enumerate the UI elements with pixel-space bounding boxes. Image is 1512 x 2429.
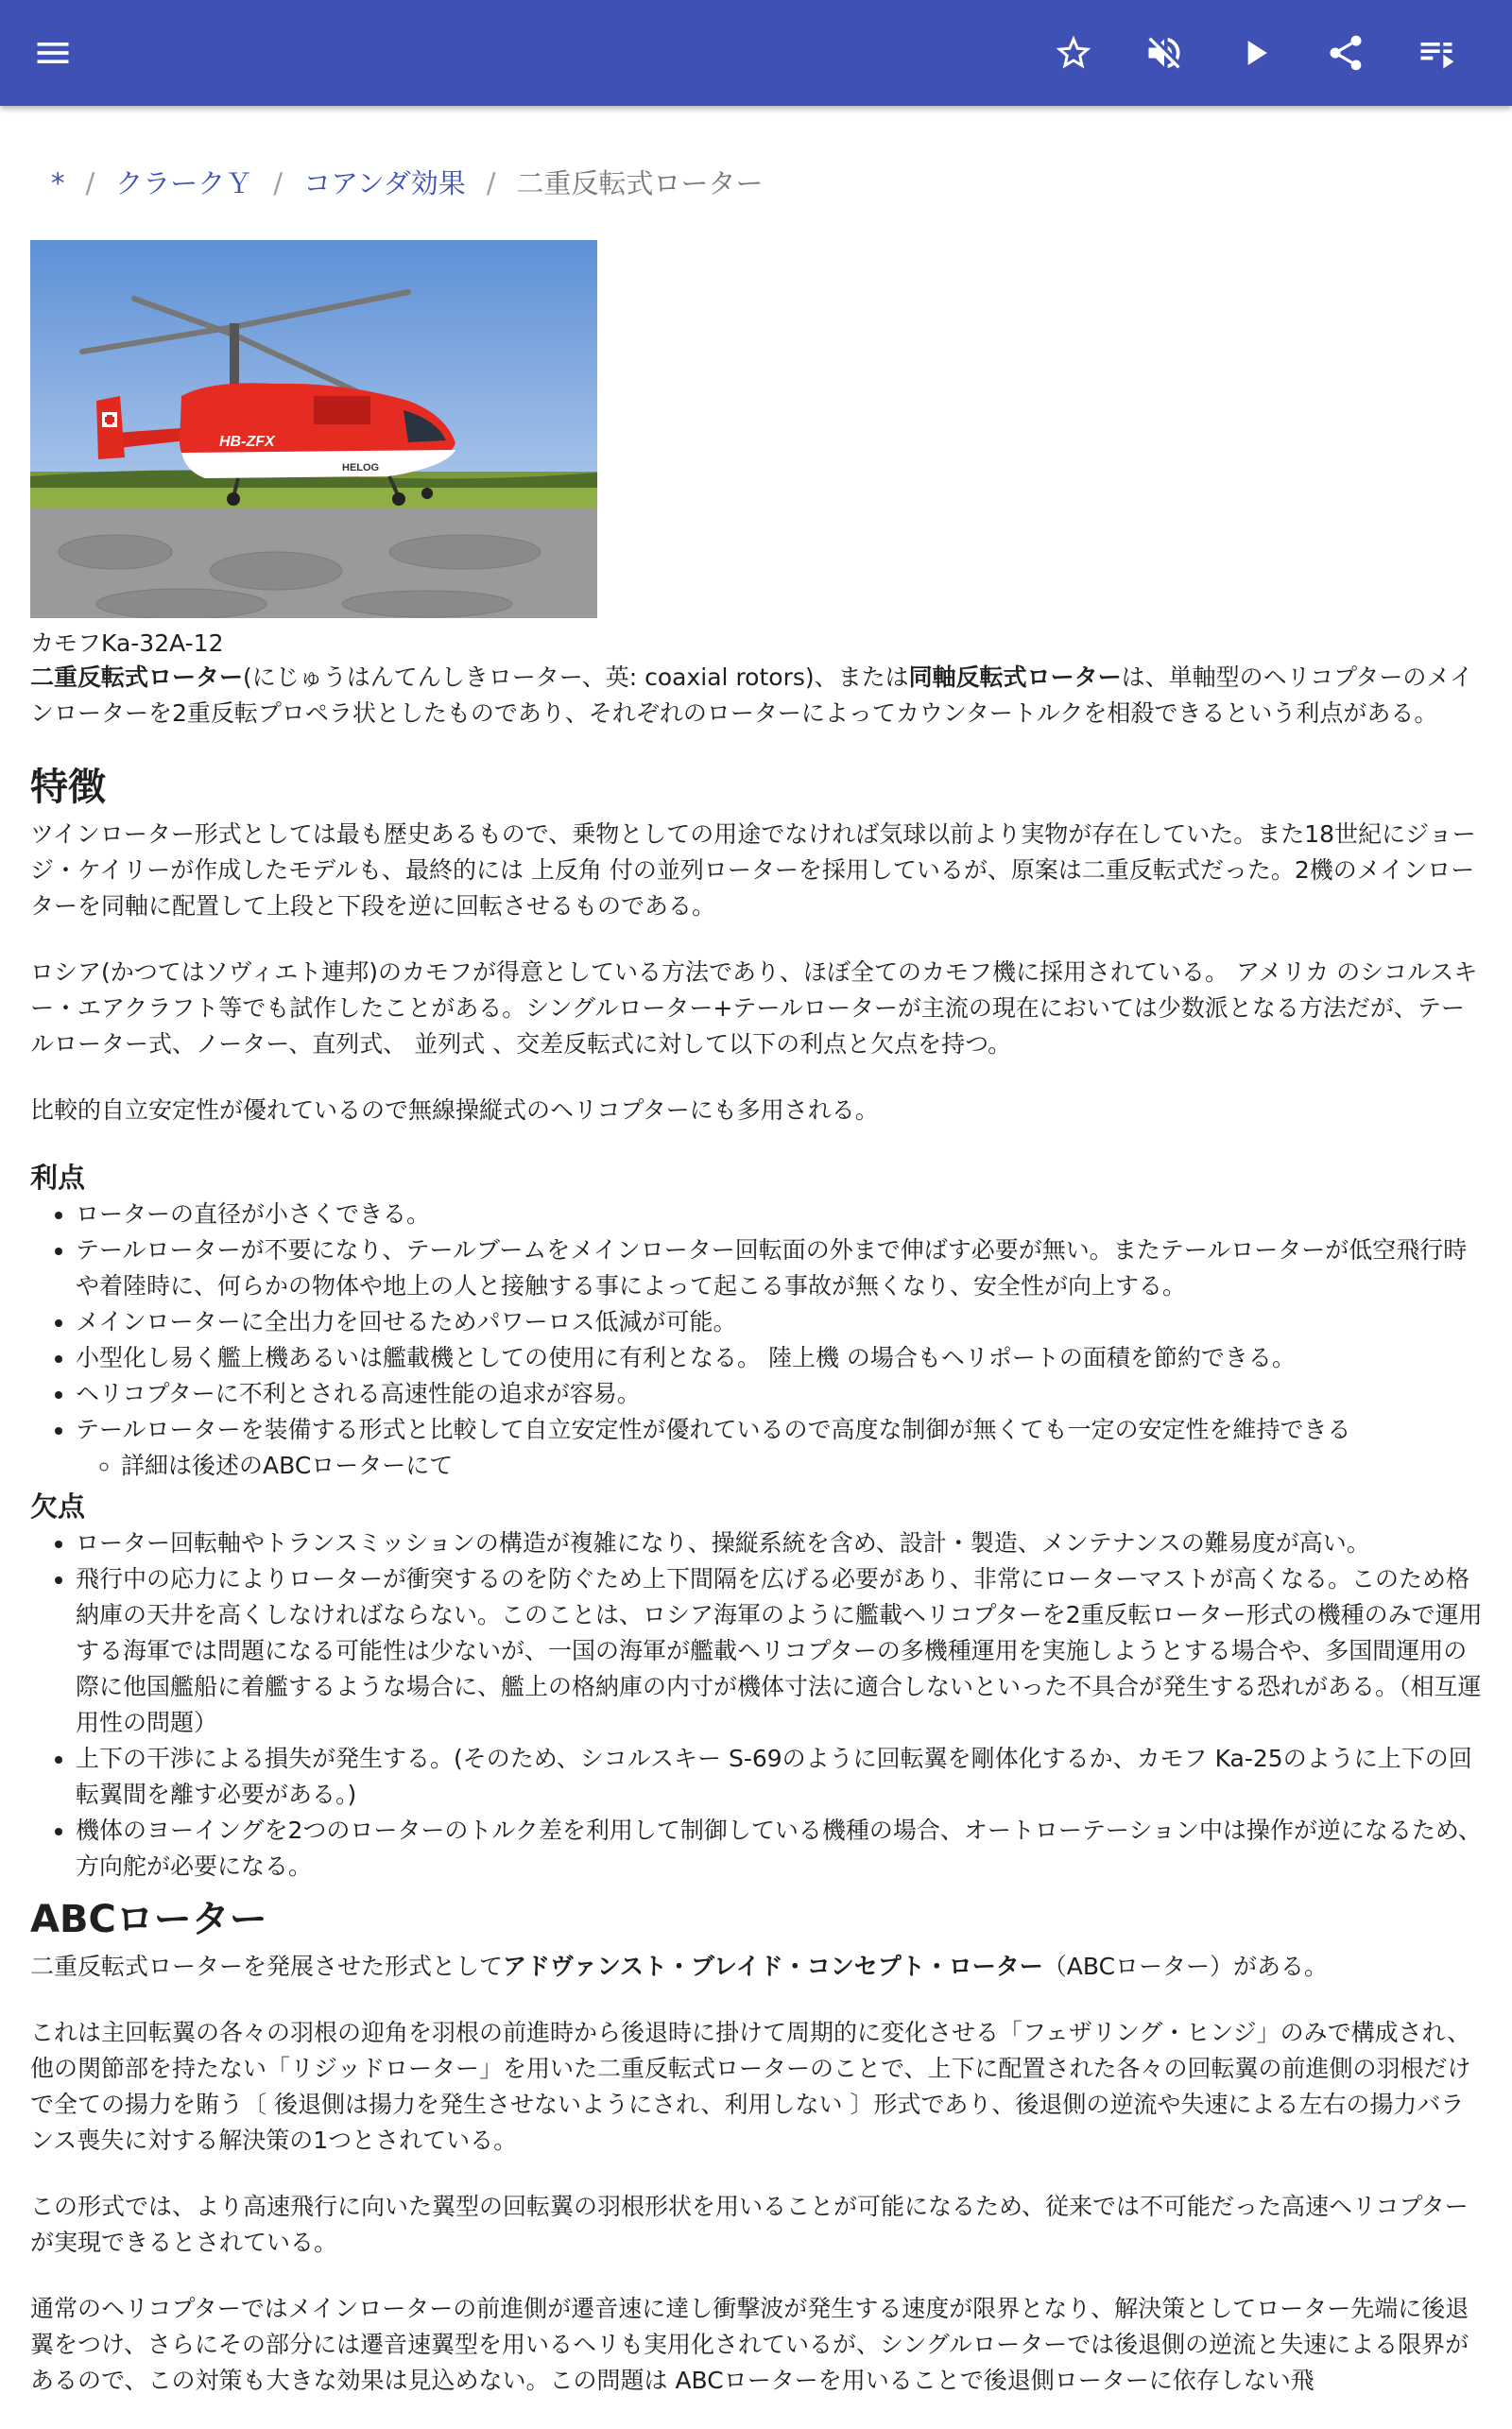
list-item: • ローター回転軸やトランスミッションの構造が複雑になり、操縦系統を含め、設計・製造、メンテナンスの難易度が高い。	[76, 1525, 1486, 1561]
list-item: • テールローターが不要になり、テールブームをメインローター回転面の外まで伸ばす必要が無い。またテールローターが低空飛行時や着陸時に、何らかの物体や地上の人と接触する事によって起こる事故が無くなり、安全性が向上する。	[76, 1232, 1486, 1304]
term-abc-rotor: アドヴァンスト・ブレイド・コンセプト・ローター	[503, 1953, 1043, 1980]
features-paragraph-3: 比較的自立安定性が優れているので無線操縦式のヘリコプターにも多用される。	[30, 1096, 879, 1124]
section-heading-abc-rotor: ABCローター	[30, 1898, 267, 1941]
abc-text-c: （ABCローター）がある。	[1042, 1953, 1329, 1980]
breadcrumb-link-coanda[interactable]: コアンダ効果	[303, 167, 466, 199]
star-icon[interactable]	[1047, 26, 1100, 79]
breadcrumb-separator: /	[486, 167, 496, 199]
breadcrumb	[51, 163, 1486, 204]
list-item: • ローターの直径が小さくできる。	[76, 1197, 1486, 1232]
play-icon[interactable]	[1228, 26, 1281, 79]
features-paragraph-1: ツインローター形式としては最も歴史あるもので、乗物としての用途でなければ気球以前より実物が存在していた。また18世紀にジョージ・ケイリーが作成したモデルも、最終的には 上反角 付の並列ローターを採用しているが、原案は二重反転式だった。2機のメインローターを同軸に配置して上段と下段を逆に回転させるものである。	[30, 820, 1476, 920]
section-heading-advantages: 利点	[30, 1162, 86, 1194]
list-item-text: テールローターを装備する形式と比較して自立安定性が優れているので高度な制御が無くても一定の安定性を維持できる	[76, 1416, 1351, 1443]
abc-paragraph-2: これは主回転翼の各々の羽根の迎角を羽根の前進時から後退時に掛けて周期的に変化させる「フェザリング・ヒンジ」のみで構成され、他の関節部を持たない「リジッドローター」を用いた二重反転式ローターのことで、上下に配置された各々の回転翼の前進側の羽根だけで全ての揚力を賄う〔 後退側は揚力を発生させないようにされ、利用しない 〕形式であり、後退側の逆流や失速による左右の揚力バランス喪失に対する解決策の1つとされている。	[30, 2019, 1471, 2154]
intro-text-2: は、単軸型のヘリコプターのメインローターを2重反転プロペラ状としたものであり、それぞれのローターによってカウンタートルクを相殺できるという利点がある。	[30, 663, 1473, 727]
abc-paragraph-3: この形式では、より高速飛行に向いた翼型の回転翼の羽根形状を用いることが可能になるため、従来では不可能だった高速ヘリコプターが実現できるとされている。	[30, 2193, 1469, 2256]
list-item	[76, 1412, 1486, 1484]
playlist-icon[interactable]	[1410, 26, 1463, 79]
intro-text-1: (にじゅうはんてんしきローター、英: coaxial rotors)、または	[243, 663, 909, 691]
term-coaxial-rotor: 二重反転式ローター	[30, 663, 244, 691]
abc-paragraph-1	[30, 1949, 1486, 1985]
abc-paragraph-4: 通常のヘリコプターではメインローターの前進側が遷音速に達し衝撃波が発生する速度が限界となり、解決策としてローター先端に後退翼をつけ、さらにその部分には遷音速翼型を用いるヘリも実用化されているが、シングルローターでは後退側の逆流と失速による限界があるので、この対策も大きな効果は見込めない。この問題は ABCローターを用いることで後退側ローターに依存しない飛	[30, 2295, 1469, 2394]
share-icon[interactable]	[1319, 26, 1372, 79]
list-item: • 飛行中の応力によりローターが衝突するのを防ぐため上下間隔を広げる必要があり、非常にローターマストが高くなる。このため格納庫の天井を高くしなければならない。このことは、ロシア海軍のように艦載ヘリコプターを2重反転ローター形式の機種のみで運用する海軍では問題になる可能性は少ないが、一国の海軍が艦載ヘリコプターの多機種運用を実施しようとする場合や、多国間運用の際に他国艦船に着艦するような場合に、艦上の格納庫の内寸が機体寸法に適合しないといった不具合が発生する恐れがある。（相互運用性の問題）	[76, 1561, 1486, 1741]
volume-off-icon[interactable]	[1138, 26, 1191, 79]
list-item: • メインローターに全出力を回せるためパワーロス低減が可能。	[76, 1304, 1486, 1340]
section-heading-features: 特徴	[30, 766, 106, 809]
registration-marking: HB-ZFX	[219, 434, 275, 450]
features-paragraph-2: ロシア(かつてはソヴィエト連邦)のカモフが得意としている方法であり、ほぼ全てのカモフ機に採用されている。 アメリカ のシコルスキー・エアクラフト等でも試作したことがある。シングルローター+テールローターが主流の現在においては少数派となる方法だが、テールローター式、ノーター、直列式、 並列式 、交差反転式に対して以下の利点と欠点を持つ。	[30, 958, 1478, 1058]
helicopter-photo[interactable]	[30, 240, 597, 618]
term-coaxial-counter-rotating: 同軸反転式ローター	[908, 663, 1122, 691]
list-item: ◦ 詳細は後述のABCローターにて	[121, 1448, 1486, 1484]
breadcrumb-link-clark-y[interactable]: クラークＹ	[115, 167, 253, 199]
breadcrumb-link-home[interactable]: *	[51, 167, 65, 199]
advantages-sublist	[76, 1448, 1486, 1484]
list-item: • 上下の干渉による損失が発生する。(そのため、シコルスキー S-69のように回転翼を剛体化するか、カモフ Ka-25のように上下の回転翼間を離す必要がある。)	[76, 1741, 1486, 1813]
abc-text-a: 二重反転式ローターを発展させた形式として	[30, 1953, 504, 1980]
breadcrumb-separator: /	[85, 167, 95, 199]
list-item: • 小型化し易く艦上機あるいは艦載機としての使用に有利となる。 陸上機 の場合もヘリポートの面積を節約できる。	[76, 1340, 1486, 1376]
article	[30, 151, 1486, 2429]
menu-icon[interactable]	[26, 26, 79, 79]
intro-paragraph	[30, 660, 1486, 732]
disadvantages-list	[30, 1525, 1486, 1885]
list-item: • ヘリコプターに不利とされる高速性能の追求が容易。	[76, 1376, 1486, 1412]
list-item: • 機体のヨーイングを2つのローターのトルク差を利用して制御している機種の場合、オートローテーション中は操作が逆になるため、方向舵が必要になる。	[76, 1813, 1486, 1885]
breadcrumb-current: 二重反転式ローター	[516, 167, 764, 199]
brand-marking: HELOG	[342, 462, 380, 474]
section-heading-disadvantages: 欠点	[30, 1490, 86, 1523]
figure-caption: カモフKa-32A-12	[30, 629, 224, 657]
advantages-list	[30, 1197, 1486, 1484]
app-bar	[0, 0, 1512, 106]
breadcrumb-separator: /	[273, 167, 284, 199]
